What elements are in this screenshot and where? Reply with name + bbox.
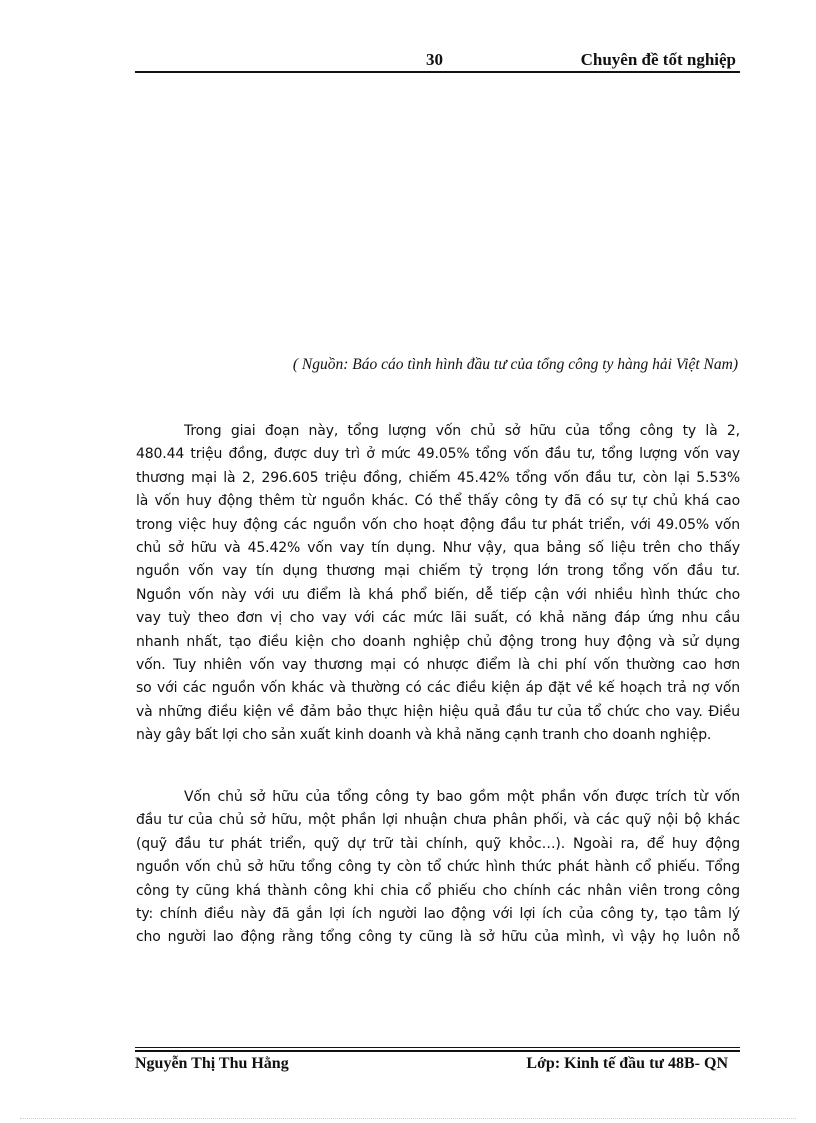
paragraph-line: trong việc huy động các nguồn vốn cho hoạt động đầu tư phát triển, với 49.05% vốn xyxy=(136,516,740,533)
author-name: Nguyễn Thị Thu Hằng xyxy=(135,1055,289,1072)
paragraph-line: đầu tư của chủ sở hữu, một phần lợi nhuận chưa phân phối, và các quỹ nội bộ khác xyxy=(136,812,740,829)
document-title: Chuyên đề tốt nghiệp xyxy=(580,50,736,69)
footer-divider-thin xyxy=(135,1047,740,1048)
page-header xyxy=(135,48,740,72)
paragraph-line: (quỹ đầu tư phát triển, quỹ dự trữ tài chính, quỹ khỏc…). Ngoài ra, để huy động xyxy=(136,835,740,852)
paragraph-line: công ty cũng khá thành công khi chia cổ phiếu cho chính các nhân viên trong công xyxy=(136,882,740,899)
paragraph-line: và những điều kiện về đảm bảo thực hiện hiệu quả đầu tư của tổ chức cho vay. Điều xyxy=(136,703,740,720)
paragraph-line: Trong giai đoạn này, tổng lượng vốn chủ sở hữu của tổng công ty là 2, xyxy=(184,423,740,439)
paragraph-line: Nguồn vốn này với ưu điểm là khá phổ biến, dễ tiếp cận với nhiều hình thức cho xyxy=(136,586,740,603)
paragraph-line: so với các nguồn vốn khác và thường có các điều kiện áp đặt về kế hoạch trả nợ vốn xyxy=(136,680,740,697)
paragraph-line: vay tuỳ theo đơn vị cho vay với các mức lãi suất, có khả năng đáp ứng nhu cầu xyxy=(136,610,740,627)
paragraph-line: ty: chính điều này đã gắn lợi ích người lao động với lợi ích của công ty, tạo tâm lý xyxy=(136,905,740,922)
paragraph-2 xyxy=(136,786,740,950)
paragraph-line: Vốn chủ sở hữu của tổng công ty bao gồm một phần vốn được trích từ vốn xyxy=(184,789,740,805)
page-edge-marker xyxy=(20,1118,796,1119)
header-divider xyxy=(135,71,740,73)
paragraph-line: là vốn huy động thêm từ nguồn khác. Có thể thấy công ty đã có sự tự chủ khá cao xyxy=(136,493,740,510)
footer-divider-thick xyxy=(135,1050,740,1052)
paragraph-line: cho người lao động rằng tổng công ty cũng là sở hữu của mình, vì vậy họ luôn nỗ xyxy=(136,929,740,946)
source-note: ( Nguồn: Báo cáo tình hình đầu tư của tổng công ty hàng hải Việt Nam) xyxy=(292,356,738,373)
paragraph-line: chủ sở hữu và 45.42% vốn vay tín dụng. Như vậy, qua bảng số liệu trên cho thấy xyxy=(136,539,740,556)
page-number: 30 xyxy=(426,50,443,69)
paragraph-line: nguồn vốn vay tín dụng thương mại chiếm tỷ trọng lớn trong tổng vốn đầu tư. xyxy=(136,563,740,580)
paragraph-line: vốn. Tuy nhiên vốn vay thương mại có nhược điểm là chi phí vốn thường cao hơn xyxy=(136,656,740,673)
paragraph-line: này gây bất lợi cho sản xuất kinh doanh và khả năng cạnh tranh cho doanh nghiệp. xyxy=(136,727,712,744)
paragraph-line: thương mại là 2, 296.605 triệu đồng, chiếm 45.42% tổng vốn đầu tư, còn lại 5.53% xyxy=(136,469,740,486)
paragraph-1 xyxy=(136,420,740,747)
paragraph-line: 480.44 triệu đồng, được duy trì ở mức 49.05% tổng vốn đầu tư, tổng lượng vốn vay xyxy=(136,446,740,463)
class-info: Lớp: Kinh tế đầu tư 48B- QN xyxy=(526,1055,728,1072)
paragraph-line: nhanh nhất, tạo điều kiện cho doanh nghiệp chủ động trong huy động và sử dụng xyxy=(136,633,740,650)
paragraph-line: nguồn vốn chủ sở hữu tổng công ty còn tổ chức hình thức phát hành cổ phiếu. Tổng xyxy=(136,859,740,876)
page-footer xyxy=(135,1055,740,1077)
